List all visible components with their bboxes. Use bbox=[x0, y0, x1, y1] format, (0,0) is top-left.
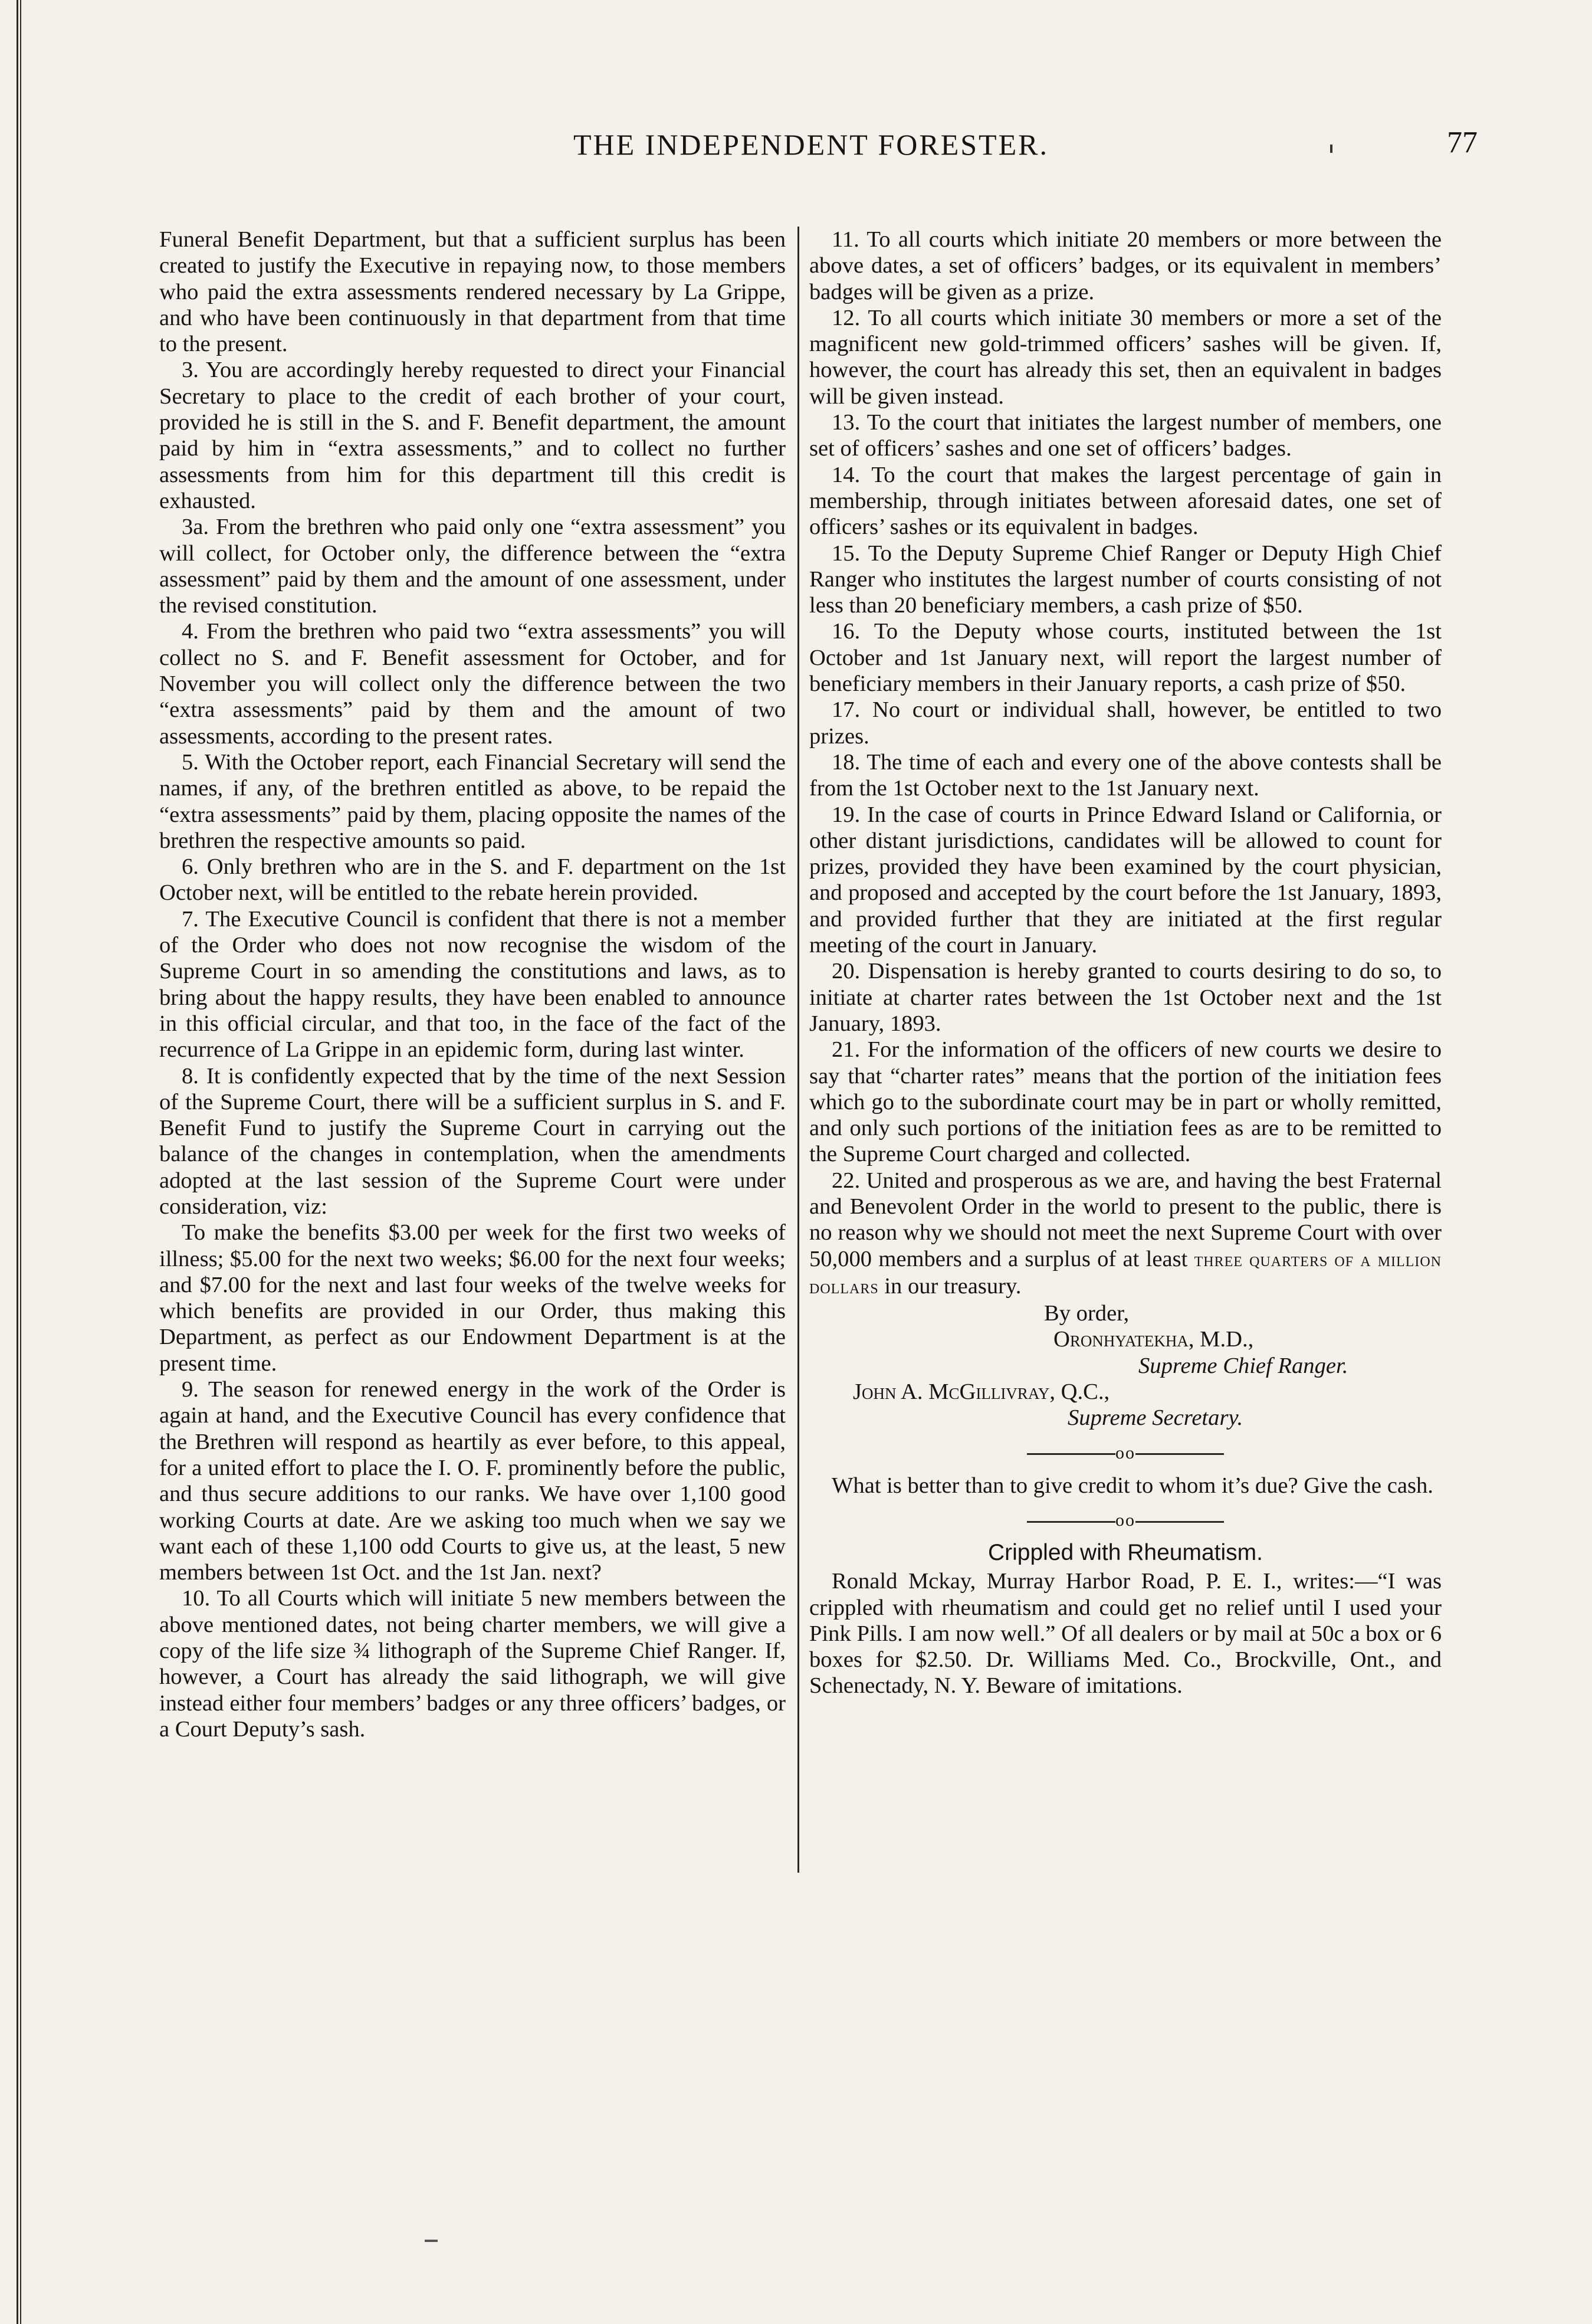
small-caps-phrase: three quarters of a million dollars bbox=[809, 1248, 1442, 1298]
ad-heading: Crippled with Rheumatism. bbox=[987, 1539, 1263, 1565]
paragraph: 14. To the court that makes the largest percentage of gain in membership, through initiates between aforesaid dates, one set of officers’ sashes or its equivalent in badges. bbox=[809, 462, 1442, 540]
section-ornament bbox=[809, 1444, 1442, 1462]
paragraph: 10. To all Courts which will initiate 5 new members between the above mentioned dates, not being charter members, we will give a copy of the life size ¾ lithograph of the Supreme Chief Ranger. If, however, a Court has already the said lithograph, we will give instead either four members’ badges or any three officers’ badges, or a Court Deputy’s sash. bbox=[159, 1586, 786, 1742]
paragraph: 9. The season for renewed energy in the work of the Order is again at hand, and the Executive Council has every confidence that the Brethren will respond as heartily as ever before, to this appeal, for a united effort to place the I. O. F. prominently before the public, and thus secure additions to our ranks. We have over 1,100 good working Courts at date. Are we asking too much when we say we want each of these 1,100 odd Courts to give us, at the least, 5 new members between 1st Oct. and the 1st Jan. next? bbox=[159, 1377, 786, 1585]
paragraph: 4. From the brethren who paid two “extra assessments” you will collect no S. and F. Benefit assessment for October, and for November you will collect only the difference between the two “extra assessments” paid by them and the amount of two assessments, according to the present rates. bbox=[159, 619, 786, 749]
running-title: THE INDEPENDENT FORESTER. bbox=[573, 128, 1049, 161]
paragraph: To make the benefits $3.00 per week for the first two weeks of illness; $5.00 for the next two weeks; $6.00 for the next four weeks; and $7.00 for the next and last four weeks of the twelve weeks for which benefits are provided in our Order, thus making this Department, as perfect as our Endowment Department is at the present time. bbox=[159, 1220, 786, 1376]
paragraph: 11. To all courts which initiate 20 members or more between the above dates, a set of officers’ badges, or its equivalent in members’ badges will be given as a prize. bbox=[809, 227, 1442, 304]
paragraph-text: in our treasury. bbox=[884, 1273, 1022, 1299]
paragraph: 7. The Executive Council is confident that there is not a member of the Order who does not now recognise the wisdom of the Supreme Court in so amending the constitutions and laws, as to bring about the happy results, they have been enabled to announce in this official circular, and that too, in the face of the fact of the recurrence of La Grippe in an epidemic form, during last winter. bbox=[159, 906, 786, 1063]
paragraph: 3. You are accordingly hereby requested to direct your Financial Secretary to place to the credit of each brother of your court, provided he is still in the S. and F. Benefit department, the amount paid by him in “extra assessments,” and to collect no further assessments from him for this department till this credit is exhausted. bbox=[159, 358, 786, 513]
paragraph: 20. Dispensation is hereby granted to courts desiring to do so, to initiate at charter rates between the 1st October next and the 1st January, 1893. bbox=[809, 959, 1442, 1036]
paragraph-text: 22. United and prosperous as we are, and having the best Fraternal and Benevolent Order in the world to present to the public, there is no reason why we should not meet the next Supreme Court with over 50,000 members and a surplus of at least bbox=[809, 1168, 1442, 1271]
section-ornament bbox=[809, 1512, 1442, 1529]
paragraph: 6. Only brethren who are in the S. and F. department on the 1st October next, will be entitled to the rebate herein provided. bbox=[159, 854, 786, 906]
signatory-name: John A. McGillivray, Q.C., bbox=[853, 1379, 1110, 1405]
left-column bbox=[159, 227, 786, 1742]
paragraph: 17. No court or individual shall, however, be entitled to two prizes. bbox=[809, 697, 1442, 749]
signatory-title: Supreme Chief Ranger. bbox=[1138, 1353, 1348, 1378]
page-number: 77 bbox=[1447, 126, 1478, 159]
paragraph: 19. In the case of courts in Prince Edward Island or California, or other distant jurisdictions, candidates will be allowed to count for prizes, provided they have been examined by the court physician, and proposed and accepted by the court before the 1st January, 1893, and provided further that they are initiated at the first regular meeting of the court in January. bbox=[809, 802, 1442, 958]
paragraph: 13. To the court that initiates the largest number of members, one set of officers’ sashes and one set of officers’ badges. bbox=[809, 410, 1442, 461]
paragraph: 16. To the Deputy whose courts, instituted between the 1st October and 1st January next, will report the largest number of beneficiary members in their January reports, a cash prize of $50. bbox=[809, 619, 1442, 697]
ad-paragraph: Ronald Mckay, Murray Harbor Road, P. E. I., writes:—“I was crippled with rheumatism and could get no relief until I used your Pink Pills. I am now well.” Of all dealers or by mail at 50c a box or 6 boxes for $2.50. Dr. Williams Med. Co., Brockville, Ont., and Schenectady, N. Y. Beware of imitations. bbox=[809, 1569, 1442, 1699]
ornament-glyph: oo bbox=[1115, 1510, 1135, 1530]
paragraph: 8. It is confidently expected that by the time of the next Session of the Supreme Court, there will be a sufficient surplus in S. and F. Benefit Fund to justify the Supreme Court in carrying out the balance of the changes in contemplation, when the amendments adopted at the last session of the Supreme Court were under consideration, viz: bbox=[159, 1063, 786, 1219]
paragraph: 18. The time of each and every one of the above contests shall be from the 1st October next to the 1st January next. bbox=[809, 749, 1442, 801]
page-header bbox=[145, 99, 1478, 164]
signatory-title: Supreme Secretary. bbox=[1068, 1405, 1243, 1431]
paragraph: 5. With the October report, each Financial Secretary will send the names, if any, of the brethren entitled as above, to be repaid the “extra assessments” paid by them, placing opposite the names of the brethren the respective amounts so paid. bbox=[159, 749, 786, 853]
paragraph: Funeral Benefit Department, but that a sufficient surplus has been created to justify the Executive in repaying now, to those members who paid the extra assessments rendered necessary by La Grippe, and who have been continuously in that department from that time to the present. bbox=[159, 227, 786, 357]
right-column bbox=[809, 227, 1442, 1699]
paragraph: 15. To the Deputy Supreme Chief Ranger or Deputy High Chief Ranger who institutes the largest number of courts consisting of not less than 20 beneficiary members, a cash prize of $50. bbox=[809, 540, 1442, 618]
paragraph-22 bbox=[809, 1168, 1442, 1300]
signature-intro: By order, bbox=[1044, 1301, 1130, 1326]
paragraph: 3a. From the brethren who paid only one “extra assessment” you will collect, for October only, the difference between the “extra assessment” paid by them and the amount of one assessment, under the revised constitution. bbox=[159, 514, 786, 618]
signatory-name: Oronhyatekha, M.D., bbox=[1053, 1327, 1254, 1352]
page-binding-edge bbox=[17, 0, 22, 2324]
paragraph: 12. To all courts which initiate 30 members or more a set of the magnificent new gold-trimmed officers’ sashes will be given. If, however, the court has already this set, then an equivalent in badges will be given instead. bbox=[809, 305, 1442, 409]
paragraph: 21. For the information of the officers of new courts we desire to say that “charter rates” means that the portion of the initiation fees which go to the subordinate court may be in part or wholly remitted, and only such portions of the initiation fees as are to be remitted to the Supreme Court charged and collected. bbox=[809, 1037, 1442, 1167]
filler-paragraph: What is better than to give credit to whom it’s due? Give the cash. bbox=[832, 1473, 1433, 1498]
column-divider bbox=[797, 227, 799, 1873]
print-mark bbox=[425, 2240, 438, 2242]
ornament-glyph: oo bbox=[1115, 1443, 1135, 1463]
